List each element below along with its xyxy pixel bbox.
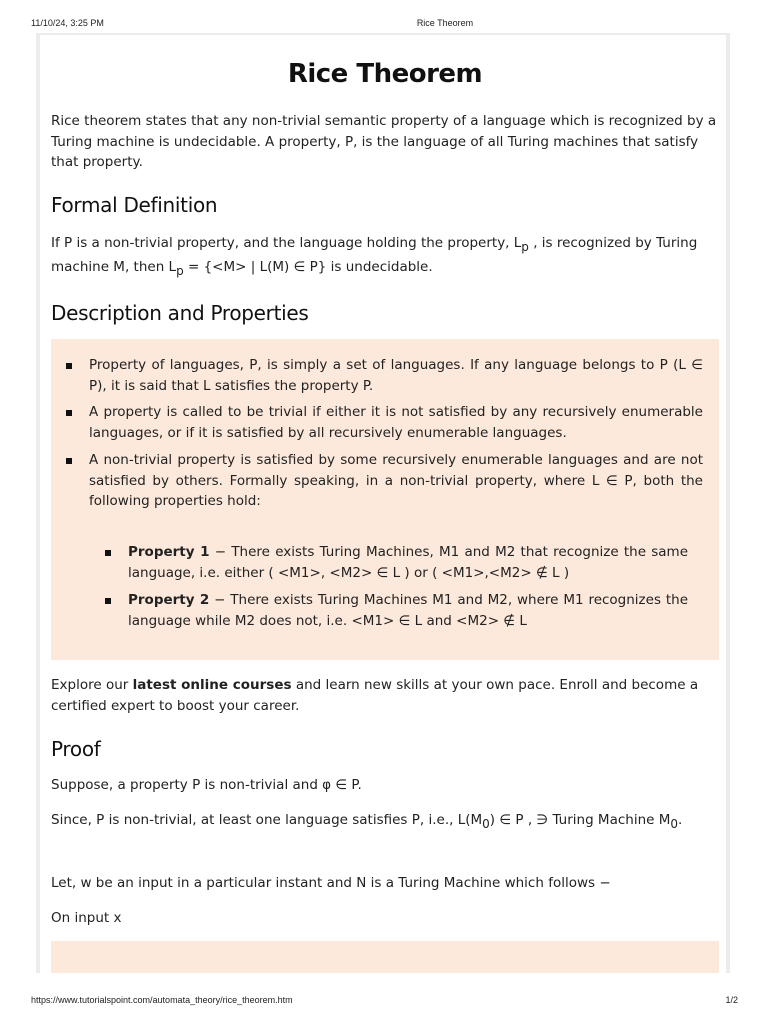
list-item: Property of languages, P, is simply a set of languages. If any language belongs to P (L ∈ P), it is said that L satisfies the property P. [89, 355, 703, 396]
page-url: https://www.tutorialspoint.com/automata_theory/rice_theorem.htm [31, 995, 293, 1005]
properties-box [51, 339, 719, 660]
bullet-icon [66, 458, 72, 464]
formal-definition-paragraph: If P is a non-trivial property, and the language holding the property, $L_p$ , is recognized by Turing machine M, then $L_p = \{<M>$ | L(M) ∈ P} is undecidable. [51, 235, 698, 278]
proof-paragraph-2: Since, P is non-trivial, at least one language satisfies P, i.e., $L(M_0)$ ∈ P , ∋ Turing Machine $M_0$. [51, 812, 683, 831]
print-date: 11/10/24, 3:25 PM [31, 18, 104, 28]
bullet-icon [105, 550, 111, 556]
formal-definition-heading: Formal Definition [51, 193, 218, 217]
intro-paragraph: Rice theorem states that any non-trivial semantic property of a language which is recognized by a Turing machine is undecidable. A property, P, is the language of all Turing machines that satisfy that property. [51, 113, 717, 170]
proof-paragraph-4: On input x [51, 910, 122, 926]
code-box [51, 941, 719, 973]
article-frame [36, 33, 730, 973]
sub-list-item: Property 1 − There exists Turing Machines, M1 and M2 that recognize the same language, i.e. either ( <M1>, <M2> ∈ L ) or ( <M1>,<M2> ∉ L ) [128, 542, 688, 583]
page-number: 1/2 [725, 995, 738, 1005]
proof-heading: Proof [51, 737, 101, 761]
proof-paragraph-3: Let, w be an input in a particular instant and N is a Turing Machine which follows − [51, 875, 611, 891]
page-title: Rice Theorem [287, 59, 483, 89]
list-item: A property is called to be trivial if either it is not satisfied by any recursively enumerable languages, or if it is satisfied by all recursively enumerable languages. [89, 402, 703, 443]
bullet-icon [105, 598, 111, 604]
description-heading: Description and Properties [51, 301, 309, 325]
sub-list-item: Property 2 − There exists Turing Machines M1 and M2, where M1 recognizes the language while M2 does not, i.e. <M1> ∈ L and <M2> ∉ L [128, 590, 688, 631]
promo-paragraph: Explore our latest online courses and learn new skills at your own pace. Enroll and become a certified expert to boost your career. [51, 677, 699, 714]
print-title: Rice Theorem [416, 18, 474, 28]
bullet-icon [66, 410, 72, 416]
courses-link[interactable]: latest online courses [132, 677, 292, 693]
print-footer [0, 990, 768, 1024]
bullet-icon [66, 363, 72, 369]
proof-paragraph-1: Suppose, a property P is non-trivial and φ ∈ P. [51, 777, 362, 793]
print-header [0, 0, 768, 34]
list-item: A non-trivial property is satisfied by some recursively enumerable languages and are not satisfied by others. Formally speaking, in a non-trivial property, where L ∈ P, both the following properties hold: [89, 450, 703, 512]
